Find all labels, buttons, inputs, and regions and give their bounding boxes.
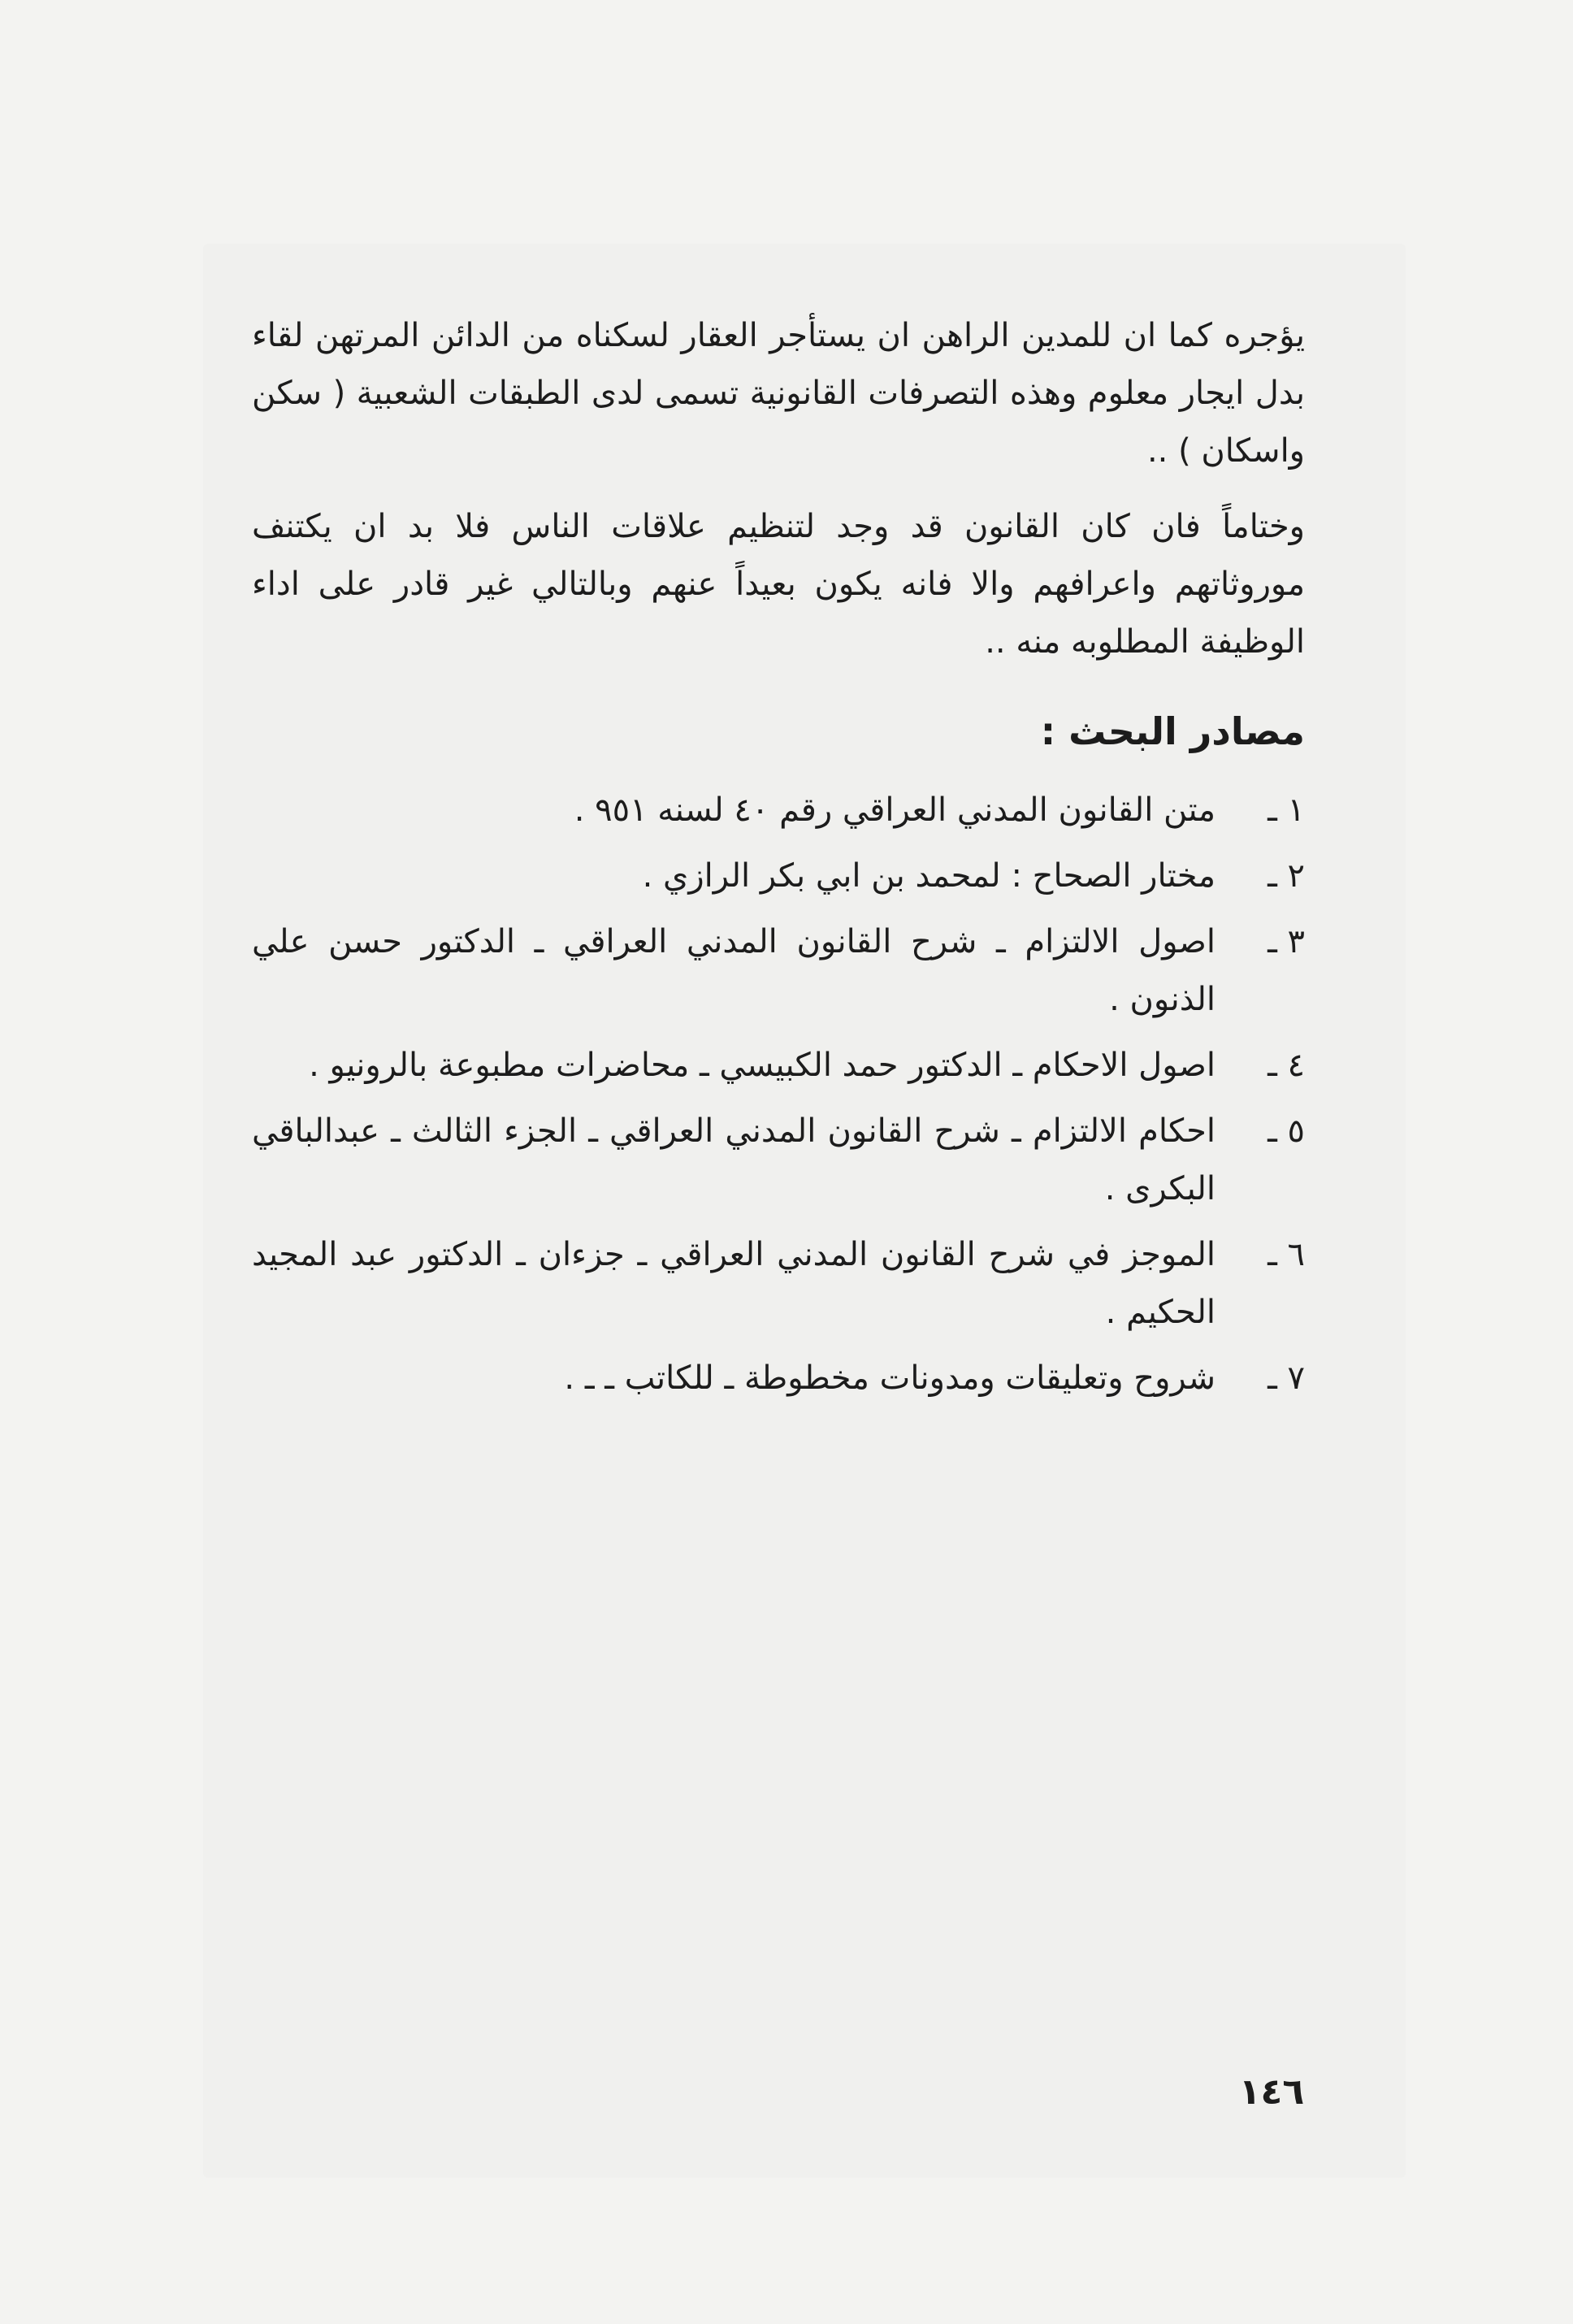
list-item-text: شروح وتعليقات ومدونات مخطوطة ـ للكاتب ـ ـ . — [564, 1359, 1216, 1397]
list-item-text: متن القانون المدني العراقي رقم ٤٠ لسنه ٩٥١ . — [574, 791, 1216, 829]
list-item — [252, 848, 1305, 905]
list-item-number: ٦ ـ — [1268, 1236, 1305, 1273]
list-item — [252, 782, 1305, 839]
list-item — [252, 913, 1305, 1029]
list-item-number: ٢ ـ — [1268, 857, 1305, 895]
list-item-text: اصول الالتزام ـ شرح القانون المدني العراقي ـ الدكتور حسن علي الذنون . — [252, 923, 1216, 1018]
list-item — [252, 1350, 1305, 1407]
list-item — [252, 1037, 1305, 1095]
page-number: ١٤٦ — [1238, 2071, 1305, 2113]
list-item-number: ٣ ـ — [1268, 923, 1305, 960]
list-item — [252, 1103, 1305, 1218]
body-paragraph: يؤجره كما ان للمدين الراهن ان يستأجر العقار لسكناه من الدائن المرتهن لقاء بدل ايجار معلوم وهذه التصرفات القانونية تسمى لدى الطبقات الشعبية ( سكن واسكان ) .. — [252, 317, 1305, 470]
list-item-number: ٥ ـ — [1268, 1112, 1305, 1150]
page-content — [252, 307, 1305, 1416]
list-item-number: ٧ ـ — [1268, 1359, 1305, 1397]
list-item — [252, 1226, 1305, 1342]
body-paragraph: وختاماً فان كان القانون قد وجد لتنظيم علاقات الناس فلا بد ان يكتنف موروثاتهم واعرافهم والا فانه يكون بعيداً عنهم وبالتالي غير قادر على اداء الوظيفة المطلوبه منه .. — [252, 508, 1305, 661]
list-item-text: احكام الالتزام ـ شرح القانون المدني العراقي ـ الجزء الثالث ـ عبدالباقي البكرى . — [252, 1112, 1216, 1208]
list-item-text: اصول الاحكام ـ الدكتور حمد الكبيسي ـ محاضرات مطبوعة بالرونيو . — [309, 1047, 1216, 1084]
sources-heading: مصادر البحث : — [1040, 709, 1305, 753]
sources-list — [252, 782, 1305, 1407]
list-item-number: ١ ـ — [1268, 791, 1305, 829]
list-item-text: الموجز في شرح القانون المدني العراقي ـ جزءان ـ الدكتور عبد المجيد الحكيم . — [252, 1236, 1216, 1331]
list-item-number: ٤ ـ — [1268, 1047, 1305, 1084]
list-item-text: مختار الصحاح : لمحمد بن ابي بكر الرازي . — [642, 857, 1216, 895]
